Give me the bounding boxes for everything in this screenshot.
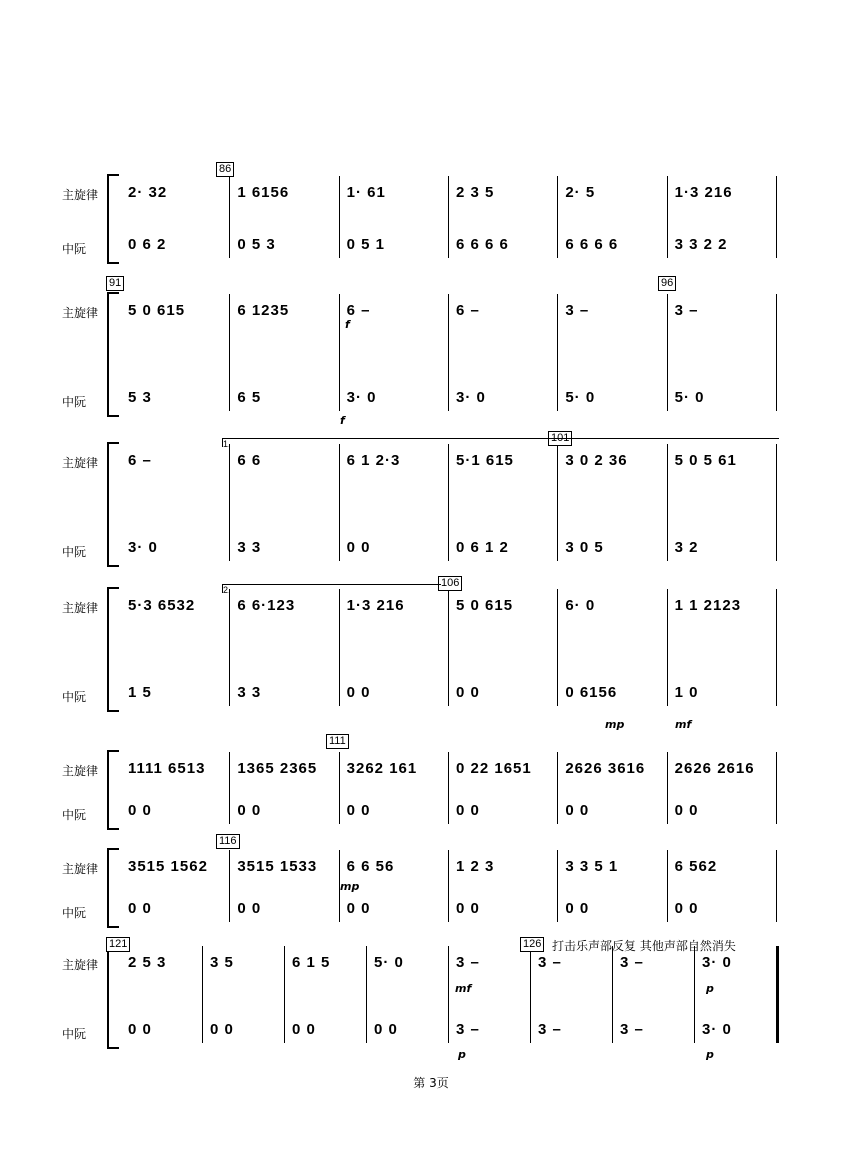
- zhongruan-measure: 5 3: [128, 389, 152, 406]
- melody-measure: 0 22 1651: [456, 760, 532, 777]
- barline: [667, 176, 668, 258]
- melody-measure: 6 1 5: [292, 954, 331, 971]
- system-bracket: [107, 944, 119, 1049]
- zhongruan-measure: 3 2: [674, 539, 699, 556]
- system-bracket: [107, 442, 119, 567]
- barline: [557, 176, 558, 258]
- melody-measure: 5·3 6532: [128, 597, 196, 614]
- zhongruan-measure: 0 0: [237, 802, 262, 819]
- barline: [339, 176, 340, 258]
- rehearsal-mark: 86: [216, 162, 234, 177]
- melody-measure: 5 0 615: [456, 597, 514, 614]
- melody-measure: 1365 2365: [237, 760, 318, 777]
- zhongruan-measure: 0 6 2: [128, 236, 167, 253]
- part-label-zhongruan: 中阮: [62, 690, 87, 704]
- melody-measure: 5· 0: [374, 954, 404, 971]
- score-system: [0, 172, 862, 262]
- barline: [284, 946, 285, 1043]
- zhongruan-measure: 0 6 1 2: [456, 539, 509, 556]
- part-label-melody: 主旋律: [62, 456, 99, 470]
- zhongruan-measure: 3 3: [237, 539, 262, 556]
- dynamic-marking: p: [458, 1048, 466, 1061]
- dynamic-marking: mf: [675, 718, 692, 731]
- melody-measure: 6 6: [237, 452, 262, 469]
- barline: [229, 294, 230, 411]
- system-bracket: [107, 848, 119, 928]
- barline: [448, 752, 449, 824]
- barline: [667, 294, 668, 411]
- melody-measure: 6 6·123: [237, 597, 296, 614]
- zhongruan-measure: 0 0: [565, 802, 590, 819]
- barline: [557, 294, 558, 411]
- melody-measure: 3 –: [620, 954, 644, 971]
- barline: [776, 444, 777, 561]
- melody-measure: 2626 2616: [674, 760, 755, 777]
- zhongruan-measure: 3· 0: [702, 1021, 732, 1038]
- melody-measure: 3 –: [538, 954, 562, 971]
- melody-measure: 6 6 56: [346, 858, 395, 875]
- zhongruan-measure: 0 0: [346, 900, 371, 917]
- barline: [339, 444, 340, 561]
- zhongruan-measure: 3 3: [237, 684, 262, 701]
- zhongruan-measure: 0 5 1: [346, 236, 386, 253]
- melody-measure: 6 –: [456, 302, 480, 319]
- melody-measure: 2626 3616: [565, 760, 646, 777]
- barline: [448, 850, 449, 922]
- melody-measure: 1· 61: [346, 184, 386, 201]
- melody-measure: 5 0 615: [128, 302, 186, 319]
- barline: [612, 946, 613, 1043]
- melody-measure: 3 –: [456, 954, 480, 971]
- barline: [667, 444, 668, 561]
- zhongruan-measure: 0 0: [674, 802, 699, 819]
- barline: [776, 294, 777, 411]
- barline: [557, 752, 558, 824]
- zhongruan-measure: 5· 0: [674, 389, 705, 406]
- rehearsal-mark: 121: [106, 937, 130, 952]
- zhongruan-measure: 0 0: [346, 684, 371, 701]
- barline: [694, 946, 695, 1043]
- dynamic-marking: mf: [455, 982, 472, 995]
- zhongruan-measure: 3 0 5: [565, 539, 604, 556]
- melody-measure: 6 1235: [237, 302, 290, 319]
- zhongruan-measure: 0 0: [374, 1021, 398, 1038]
- barline: [339, 589, 340, 706]
- zhongruan-measure: 0 0: [128, 802, 152, 819]
- score-system: [0, 440, 862, 565]
- dynamic-marking: mp: [605, 718, 625, 731]
- volta-ending: 2.: [222, 584, 441, 593]
- system-bracket: [107, 750, 119, 830]
- melody-measure: 5 0 5 61: [674, 452, 737, 469]
- melody-measure: 3· 0: [702, 954, 732, 971]
- zhongruan-measure: 0 0: [210, 1021, 234, 1038]
- barline: [667, 850, 668, 922]
- barline: [339, 752, 340, 824]
- part-label-zhongruan: 中阮: [62, 545, 87, 559]
- zhongruan-measure: 0 0: [346, 539, 371, 556]
- melody-measure: 3 0 2 36: [565, 452, 628, 469]
- volta-ending: 1.: [222, 438, 779, 447]
- barline: [366, 946, 367, 1043]
- zhongruan-measure: 0 0: [565, 900, 590, 917]
- melody-measure: 1·3 216: [346, 597, 405, 614]
- zhongruan-measure: 5· 0: [565, 389, 596, 406]
- melody-measure: 6 –: [346, 302, 371, 319]
- barline: [448, 294, 449, 411]
- zhongruan-measure: 0 0: [456, 802, 480, 819]
- rehearsal-mark: 96: [658, 276, 676, 291]
- score-system: [0, 748, 862, 828]
- rehearsal-mark: 111: [326, 734, 349, 749]
- zhongruan-measure: 0 0: [128, 1021, 152, 1038]
- melody-measure: 3262 161: [346, 760, 418, 777]
- barline: [776, 850, 777, 922]
- zhongruan-measure: 6 6 6 6: [456, 236, 509, 253]
- zhongruan-measure: 0 5 3: [237, 236, 276, 253]
- melody-measure: 3 3 5 1: [565, 858, 619, 875]
- melody-measure: 6 562: [674, 858, 718, 875]
- part-label-zhongruan: 中阮: [62, 906, 87, 920]
- barline: [667, 589, 668, 706]
- barline: [557, 589, 558, 706]
- melody-measure: 3 –: [565, 302, 590, 319]
- zhongruan-measure: 1 5: [128, 684, 152, 701]
- score-system: [0, 290, 862, 415]
- rehearsal-mark: 126: [520, 937, 544, 952]
- performance-instruction: 打击乐声部反复 其他声部自然消失: [552, 939, 736, 953]
- zhongruan-measure: 3· 0: [456, 389, 486, 406]
- zhongruan-measure: 3 –: [620, 1021, 644, 1038]
- barline: [448, 589, 449, 706]
- barline: [229, 850, 230, 922]
- zhongruan-measure: 3· 0: [128, 539, 158, 556]
- melody-measure: 3 5: [210, 954, 234, 971]
- dynamic-marking: f: [340, 414, 345, 427]
- zhongruan-measure: 0 0: [456, 900, 480, 917]
- melody-measure: 3515 1533: [237, 858, 318, 875]
- zhongruan-measure: 0 0: [292, 1021, 316, 1038]
- melody-measure: 2 3 5: [456, 184, 495, 201]
- barline: [448, 444, 449, 561]
- barline: [776, 176, 777, 258]
- zhongruan-measure: 6 6 6 6: [565, 236, 619, 253]
- melody-measure: 2· 32: [128, 184, 168, 201]
- melody-measure: 3515 1562: [128, 858, 208, 875]
- zhongruan-measure: 6 5: [237, 389, 262, 406]
- melody-measure: 1 1 2123: [674, 597, 742, 614]
- zhongruan-measure: 0 0: [456, 684, 480, 701]
- melody-measure: 1·3 216: [674, 184, 733, 201]
- zhongruan-measure: 0 0: [237, 900, 262, 917]
- zhongruan-measure: 0 6156: [565, 684, 618, 701]
- zhongruan-measure: 1 0: [674, 684, 699, 701]
- page-number: 第 3页: [413, 1076, 449, 1090]
- score-system: [0, 942, 862, 1047]
- part-label-melody: 主旋律: [62, 188, 99, 202]
- barline: [776, 589, 777, 706]
- dynamic-marking: p: [706, 1048, 714, 1061]
- barline: [557, 850, 558, 922]
- melody-measure: 1 2 3: [456, 858, 495, 875]
- barline: [229, 176, 230, 258]
- zhongruan-measure: 3· 0: [346, 389, 377, 406]
- barline: [776, 752, 777, 824]
- barline: [448, 176, 449, 258]
- part-label-zhongruan: 中阮: [62, 1027, 87, 1041]
- system-bracket: [107, 587, 119, 712]
- barline: [339, 294, 340, 411]
- barline: [202, 946, 203, 1043]
- score-system: [0, 846, 862, 926]
- zhongruan-measure: 0 0: [346, 802, 371, 819]
- zhongruan-measure: 3 3 2 2: [674, 236, 728, 253]
- part-label-zhongruan: 中阮: [62, 808, 87, 822]
- barline: [667, 752, 668, 824]
- barline: [530, 946, 531, 1043]
- zhongruan-measure: 3 –: [538, 1021, 562, 1038]
- barline: [229, 752, 230, 824]
- part-label-zhongruan: 中阮: [62, 395, 87, 409]
- zhongruan-measure: 3 –: [456, 1021, 480, 1038]
- part-label-zhongruan: 中阮: [62, 242, 87, 256]
- part-label-melody: 主旋律: [62, 958, 99, 972]
- rehearsal-mark: 101: [548, 431, 572, 446]
- melody-measure: 6 –: [128, 452, 152, 469]
- score-system: [0, 585, 862, 710]
- part-label-melody: 主旋律: [62, 862, 99, 876]
- barline: [229, 444, 230, 561]
- melody-measure: 1 6156: [237, 184, 290, 201]
- part-label-melody: 主旋律: [62, 764, 99, 778]
- dynamic-marking: mp: [340, 880, 360, 893]
- part-label-melody: 主旋律: [62, 601, 99, 615]
- melody-measure: 6· 0: [565, 597, 596, 614]
- zhongruan-measure: 0 0: [674, 900, 699, 917]
- rehearsal-mark: 116: [216, 834, 240, 849]
- melody-measure: 6 1 2·3: [346, 452, 401, 469]
- melody-measure: 1111 6513: [128, 760, 206, 777]
- barline: [229, 589, 230, 706]
- melody-measure: 2· 5: [565, 184, 596, 201]
- rehearsal-mark: 106: [438, 576, 462, 591]
- melody-measure: 2 5 3: [128, 954, 167, 971]
- dynamic-marking: f: [345, 318, 350, 331]
- dynamic-marking: p: [706, 982, 714, 995]
- barline: [448, 946, 449, 1043]
- system-bracket: [107, 292, 119, 417]
- melody-measure: 5·1 615: [456, 452, 514, 469]
- barline: [557, 444, 558, 561]
- barline: [776, 946, 779, 1043]
- part-label-melody: 主旋律: [62, 306, 99, 320]
- melody-measure: 3 –: [674, 302, 699, 319]
- rehearsal-mark: 91: [106, 276, 124, 291]
- system-bracket: [107, 174, 119, 264]
- zhongruan-measure: 0 0: [128, 900, 152, 917]
